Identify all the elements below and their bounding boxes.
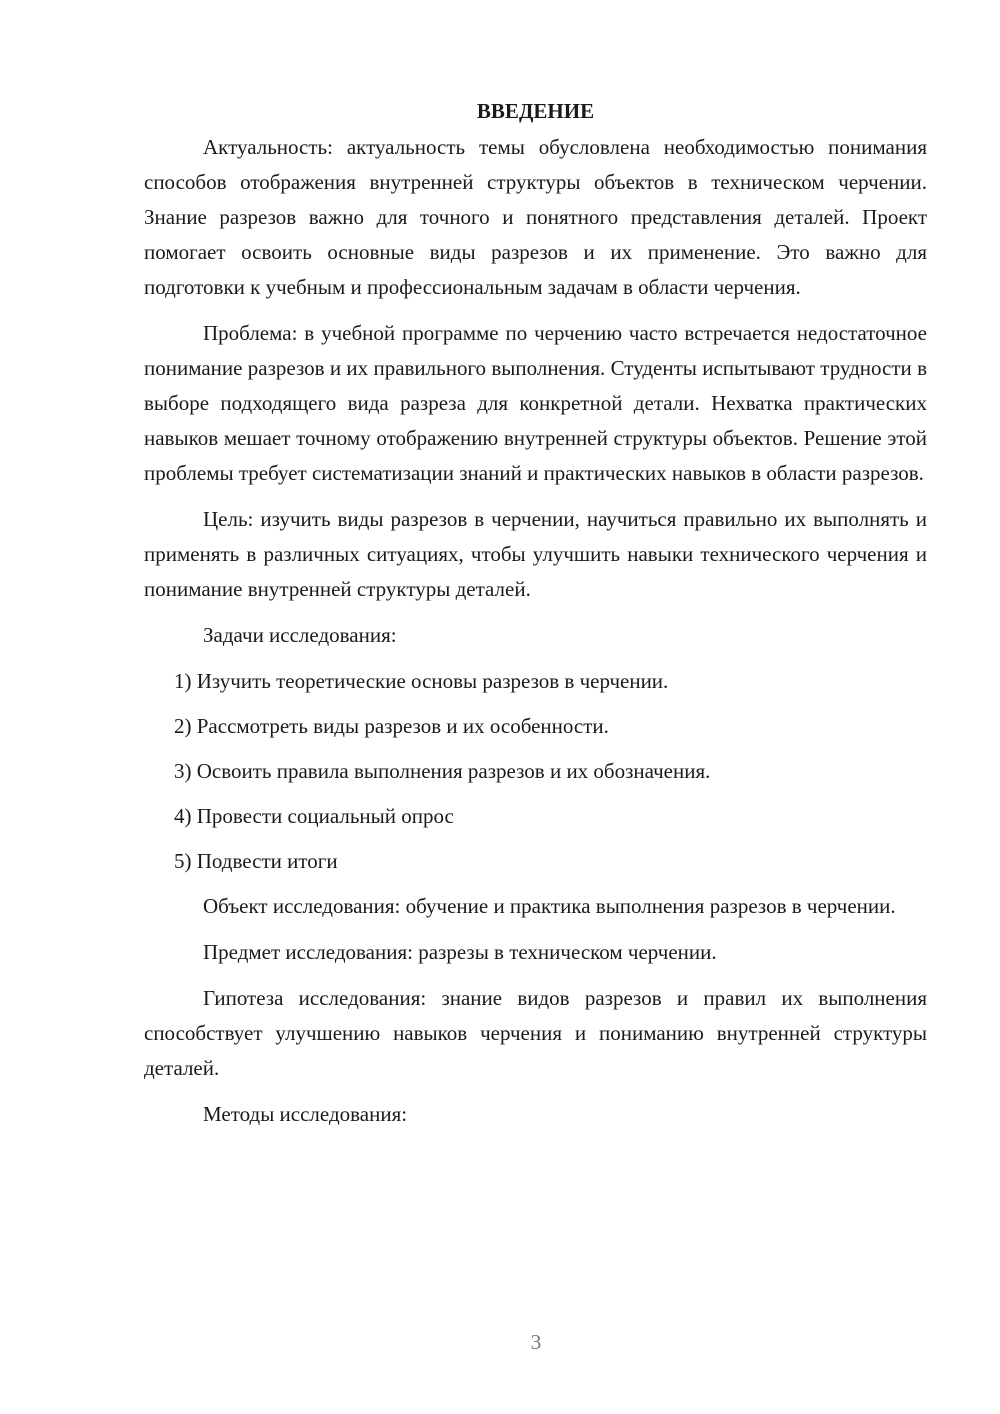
paragraph-tasks-heading: Задачи исследования: xyxy=(203,623,397,647)
paragraph-hypothesis: Гипотеза исследования: знание видов разрезов и правил их выполнения способствует улучшению навыков черчения и пониманию внутренней структуры деталей. xyxy=(144,986,927,1080)
paragraph-object: Объект исследования: обучение и практика выполнения разрезов в черчении. xyxy=(203,894,896,918)
list-item: 4) Провести социальный опрос xyxy=(174,804,454,828)
list-item: 3) Освоить правила выполнения разрезов и их обозначения. xyxy=(174,759,711,783)
list-item: 1) Изучить теоретические основы разрезов в черчении. xyxy=(174,669,669,693)
tasks-list xyxy=(144,664,927,879)
paragraph-goal: Цель: изучить виды разрезов в черчении, научиться правильно их выполнять и применять в различных ситуациях, чтобы улучшить навыки технического черчения и понимание внутренней структуры деталей. xyxy=(144,507,927,601)
paragraph-relevance: Актуальность: актуальность темы обусловлена необходимостью понимания способов отображения внутренней структуры объектов в техническом черчении. Знание разрезов важно для точного и понятного представления деталей. Проект помогает освоить основные виды разрезов и их применение. Это важно для подготовки к учебным и профессиональным задачам в области черчения. xyxy=(144,135,927,299)
paragraph-subject: Предмет исследования: разрезы в техническом черчении. xyxy=(203,940,717,964)
list-item: 2) Рассмотреть виды разрезов и их особенности. xyxy=(174,714,609,738)
section-title: ВВЕДЕНИЕ xyxy=(476,99,595,123)
paragraph-methods: Методы исследования: xyxy=(203,1102,408,1126)
list-item: 5) Подвести итоги xyxy=(174,849,338,873)
page-number: 3 xyxy=(530,1330,542,1354)
paragraph-problem: Проблема: в учебной программе по черчению часто встречается недостаточное понимание разрезов и их правильного выполнения. Студенты испытывают трудности в выборе подходящего вида разреза для конкретной детали. Нехватка практических навыков мешает точному отображению внутренней структуры объектов. Решение этой проблемы требует систематизации знаний и практических навыков в области разрезов. xyxy=(144,321,927,485)
page-content xyxy=(144,96,927,1143)
